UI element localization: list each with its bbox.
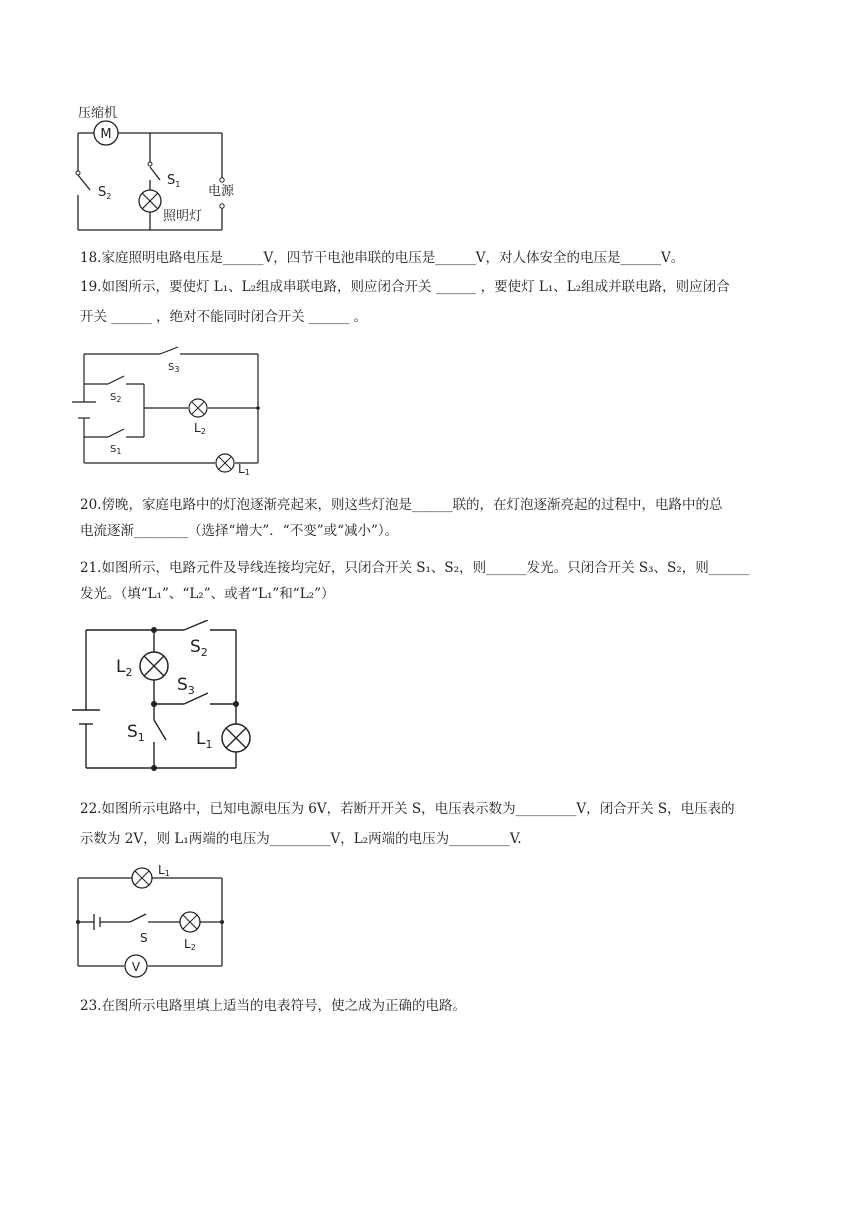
question-20-line-2: 电流逐渐________（选择“增大”．“不变”或“减小”）。 <box>80 523 399 539</box>
voltmeter-label: V <box>131 960 141 974</box>
switch-s2-label: $S_2$ <box>98 185 112 201</box>
lamp-l2-symbol <box>189 399 207 417</box>
compressor-label: 压缩机 <box>78 106 118 121</box>
lamp-l1-label: L1 <box>238 462 250 475</box>
switch-s3-label: $S_3$ <box>168 362 180 374</box>
switch-s-label: S <box>140 931 148 945</box>
question-19 <box>80 274 790 330</box>
question-21-line-2: 发光。（填“L₁”、“L₂”、或者“L₁”和“L₂”） <box>80 586 335 602</box>
question-19-line-1: 19.如图所示，要使灯 L₁、L₂组成串联电路，则应闭合开关 ______ ，要使灯 L₁、L₂组成并联电路，则应闭合 <box>80 279 730 295</box>
question-18 <box>80 245 790 271</box>
switch-s1-label: $S_1$ <box>167 173 181 189</box>
lamp-l1-symbol <box>216 454 234 472</box>
question-23 <box>80 993 790 1019</box>
lamp-l1-label: $L_1$ <box>196 729 213 751</box>
motor-letter: M <box>100 127 112 142</box>
lamp-label: 照明灯 <box>163 209 203 224</box>
lamp-l2-label: L2 <box>184 937 196 952</box>
compressor-circuit-diagram <box>70 100 250 235</box>
switch-s2-label: $S_2$ <box>110 392 122 404</box>
question-21-circuit-diagram <box>72 620 272 780</box>
lamp-l2-symbol <box>140 652 168 680</box>
question-22 <box>80 796 790 852</box>
switch-s1-label: $S_1$ <box>110 444 122 456</box>
lamp-symbol <box>139 190 161 212</box>
switch-s3-label: $S_3$ <box>177 675 195 697</box>
power-label: 电源 <box>208 184 235 199</box>
question-20 <box>80 492 790 544</box>
question-20-line-1: 20.傍晚，家庭电路中的灯泡逐渐亮起来，则这些灯泡是______联的，在灯泡逐渐亮起的过程中，电路中的总 <box>80 497 723 513</box>
question-22-line-2: 示数为 2V，则 L₁两端的电压为_________V，L₂两端的电压为_________V. <box>80 831 522 847</box>
question-18-text: 18.家庭照明电路电压是______V，四节干电池串联的电压是______V，对人体安全的电压是______V。 <box>80 250 685 266</box>
question-21-line-1: 21.如图所示，电路元件及导线连接均完好，只闭合开关 S₁、S₂，则______发光。只闭合开关 S₃、S₂，则______ <box>80 560 750 576</box>
question-19-circuit-diagram <box>70 340 270 475</box>
question-21 <box>80 555 790 607</box>
question-19-line-2: 开关 ______ ，绝对不能同时闭合开关 ______ 。 <box>80 309 368 325</box>
lamp-l2-label: $L_2$ <box>116 657 133 679</box>
question-22-line-1: 22.如图所示电路中，已知电源电压为 6V，若断开开关 S，电压表示数为_________V，闭合开关 S，电压表的 <box>80 801 735 817</box>
switch-s2-label: $S_2$ <box>190 637 208 659</box>
question-22-circuit-diagram <box>72 860 232 978</box>
lamp-l1-label: L1 <box>158 863 170 878</box>
lamp-l1-symbol <box>132 868 152 888</box>
lamp-l1-symbol <box>222 724 250 752</box>
switch-s1-label: $S_1$ <box>127 722 145 744</box>
lamp-l2-label: L2 <box>194 421 206 436</box>
question-23-text: 23.在图所示电路里填上适当的电表符号，使之成为正确的电路。 <box>80 998 466 1014</box>
lamp-l2-symbol <box>180 912 200 932</box>
